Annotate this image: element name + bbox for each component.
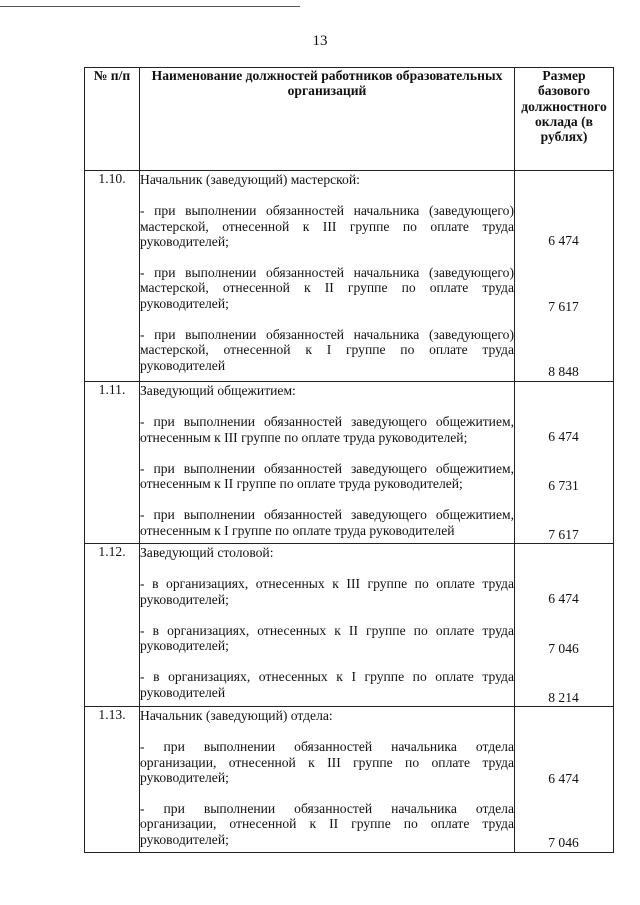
row-description [140, 707, 515, 853]
header-number: № п/п [85, 68, 140, 171]
table-header [85, 68, 614, 171]
group-title: Начальник (заведующий) мастерской: [140, 172, 360, 187]
amount-value: 6 731 [548, 478, 579, 493]
amount-value: 7 617 [548, 527, 579, 542]
group-title: Заведующий общежитием: [140, 383, 296, 398]
list-item: - при выполнении обязанностей начальника (заведующего) мастерской, отнесенной к III группе по оплате труда руководителей; [140, 203, 514, 249]
amount-value: 7 046 [548, 835, 579, 850]
table-row [85, 382, 614, 544]
header-size: Размер базового должностного оклада (в рублях) [515, 68, 614, 171]
row-number: 1.12. [85, 544, 140, 707]
list-item: - при выполнении обязанностей заведующего общежитием, отнесенным к III группе по оплате труда руководителей; [140, 414, 514, 445]
list-item: - при выполнении обязанностей начальника (заведующего) мастерской, отнесенной к II группе по оплате труда руководителей; [140, 265, 514, 311]
row-description [140, 382, 515, 544]
row-description [140, 171, 515, 382]
amount-value: 6 474 [548, 771, 579, 786]
salary-table [84, 67, 614, 853]
group-title: Начальник (заведующий) отдела: [140, 708, 333, 723]
row-amounts [515, 544, 614, 707]
list-item: - при выполнении обязанностей начальника отдела организации, отнесенной к II группе по оплате труда руководителей; [140, 801, 514, 847]
top-rule [0, 6, 300, 7]
table-row [85, 707, 614, 853]
amount-value: 8 848 [548, 364, 579, 379]
row-amounts [515, 707, 614, 853]
row-description [140, 544, 515, 707]
amount-value: 6 474 [548, 233, 579, 248]
table-row [85, 544, 614, 707]
row-number: 1.10. [85, 171, 140, 382]
amount-value: 7 617 [548, 299, 579, 314]
table-row [85, 171, 614, 382]
list-item: - в организациях, отнесенных к I группе по оплате труда руководителей [140, 669, 514, 700]
row-number: 1.13. [85, 707, 140, 853]
header-name: Наименование должностей работников образовательных организаций [140, 68, 515, 171]
row-amounts [515, 171, 614, 382]
amount-value: 7 046 [548, 641, 579, 656]
list-item: - в организациях, отнесенных к II группе по оплате труда руководителей; [140, 622, 514, 654]
table-body [85, 171, 614, 853]
list-item: - при выполнении обязанностей начальника (заведующего) мастерской, отнесенной к I группе по оплате труда руководителей [140, 327, 514, 373]
page-number: 13 [312, 33, 328, 49]
amount-value: 8 214 [548, 690, 579, 705]
row-amounts [515, 382, 614, 544]
list-item: - при выполнении обязанностей начальника отдела организации, отнесенной к III группе по оплате труда руководителей; [140, 739, 514, 785]
list-item: - при выполнении обязанностей заведующего общежитием, отнесенным к I группе по оплате труда руководителей [140, 507, 514, 538]
row-number: 1.11. [85, 382, 140, 544]
list-item: - при выполнении обязанностей заведующего общежитием, отнесенным к II группе по оплате труда руководителей; [140, 460, 514, 492]
amount-value: 6 474 [548, 429, 579, 444]
list-item: - в организациях, отнесенных к III группе по оплате труда руководителей; [140, 576, 514, 607]
group-title: Заведующий столовой: [140, 545, 274, 560]
amount-value: 6 474 [548, 591, 579, 606]
